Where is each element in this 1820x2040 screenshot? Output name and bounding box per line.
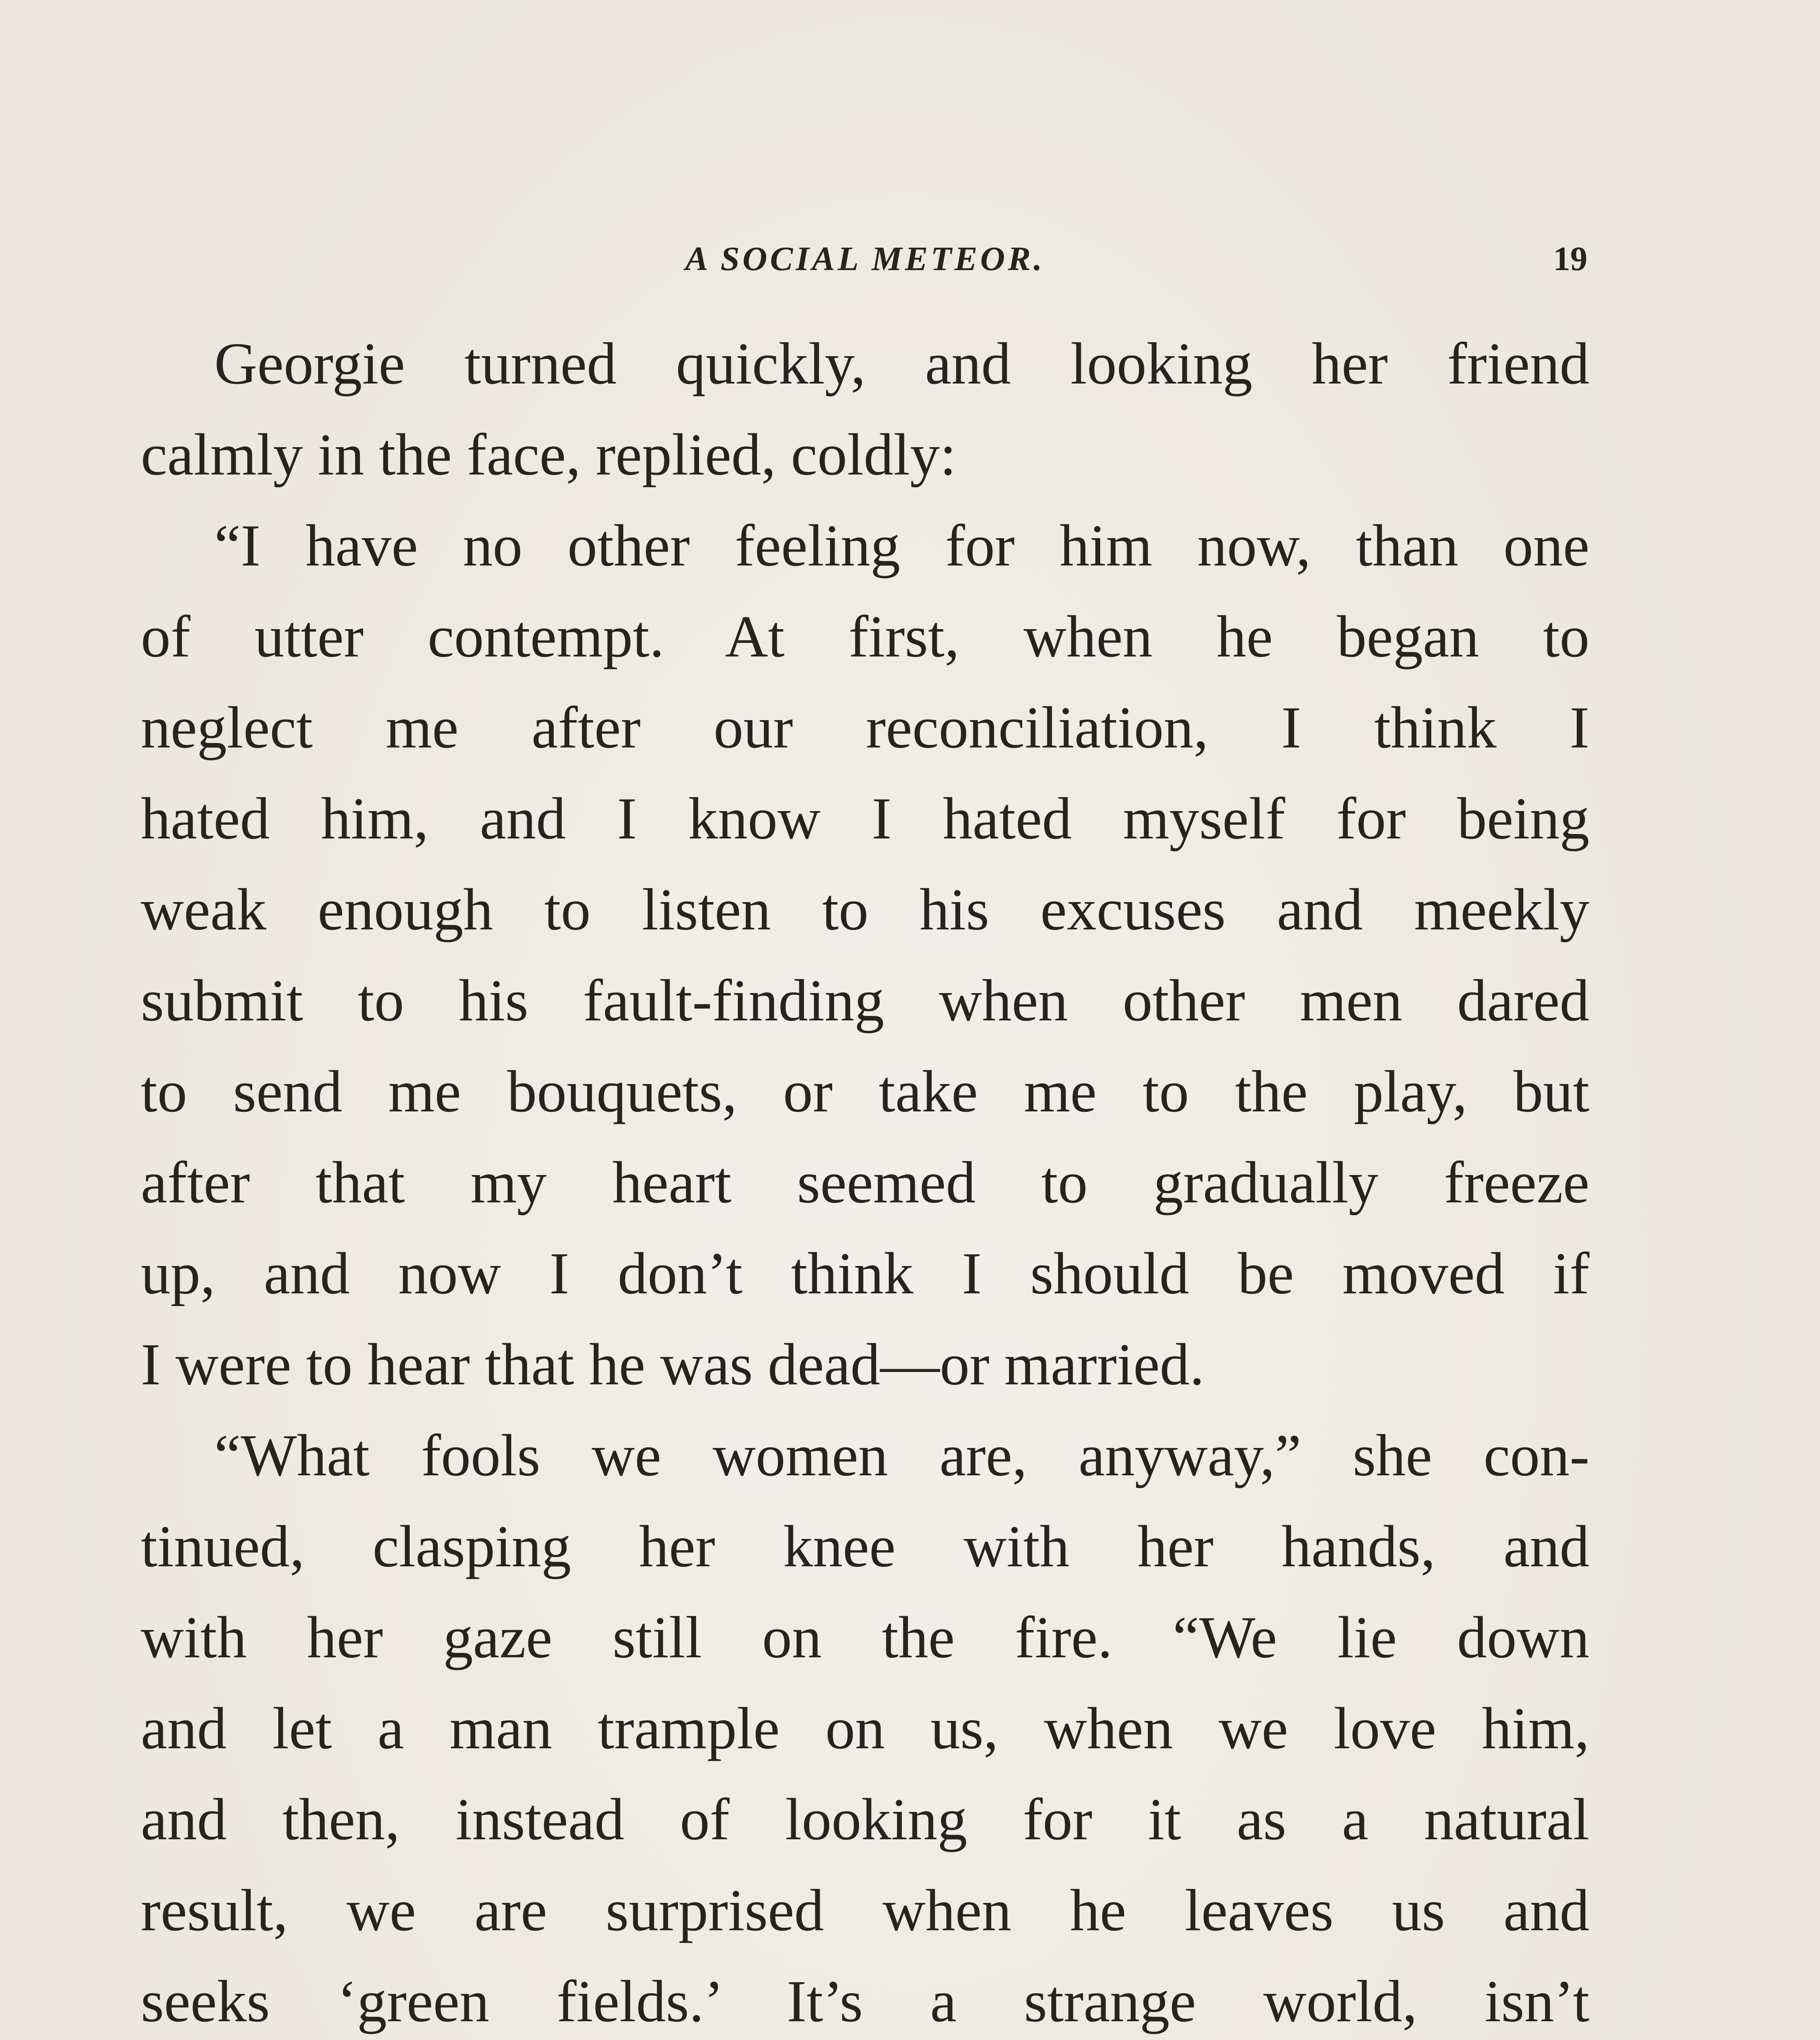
running-head: [143, 237, 1587, 282]
text-line: result, we are surprised when he leaves us and: [141, 1877, 1589, 1943]
text-line: up, and now I don’t think I should be moved if: [141, 1240, 1589, 1306]
running-title: A SOCIAL METEOR.: [685, 240, 1045, 278]
page-number: 19: [1553, 240, 1587, 278]
body-text: [141, 318, 1589, 2040]
text-line: seeks ‘green fields.’ It’s a strange world, isn’t: [141, 1968, 1589, 2034]
text-line: hated him, and I know I hated myself for being: [141, 785, 1589, 851]
text-line: Georgie turned quickly, and looking her friend: [214, 330, 1589, 397]
text-line: and let a man trample on us, when we love him,: [141, 1695, 1589, 1761]
text-line: neglect me after our reconciliation, I think I: [141, 694, 1589, 761]
text-line: with her gaze still on the fire. “We lie down: [141, 1604, 1589, 1670]
text-line: “I have no other feeling for him now, than one: [214, 512, 1589, 579]
text-line: of utter contempt. At first, when he began to: [141, 603, 1589, 670]
text-line: after that my heart seemed to gradually freeze: [141, 1149, 1589, 1215]
text-line: weak enough to listen to his excuses and meekly: [141, 876, 1589, 942]
text-line: “What fools we women are, anyway,” she con-: [214, 1422, 1589, 1488]
text-line: and then, instead of looking for it as a natural: [141, 1786, 1589, 1852]
text-line: submit to his fault-finding when other men dared: [141, 967, 1589, 1033]
text-line: calmly in the face, replied, coldly:: [141, 421, 957, 488]
text-line: to send me bouquets, or take me to the play, but: [141, 1058, 1589, 1124]
text-line: tinued, clasping her knee with her hands, and: [141, 1513, 1589, 1579]
text-line: I were to hear that he was dead—or married.: [141, 1331, 1205, 1397]
